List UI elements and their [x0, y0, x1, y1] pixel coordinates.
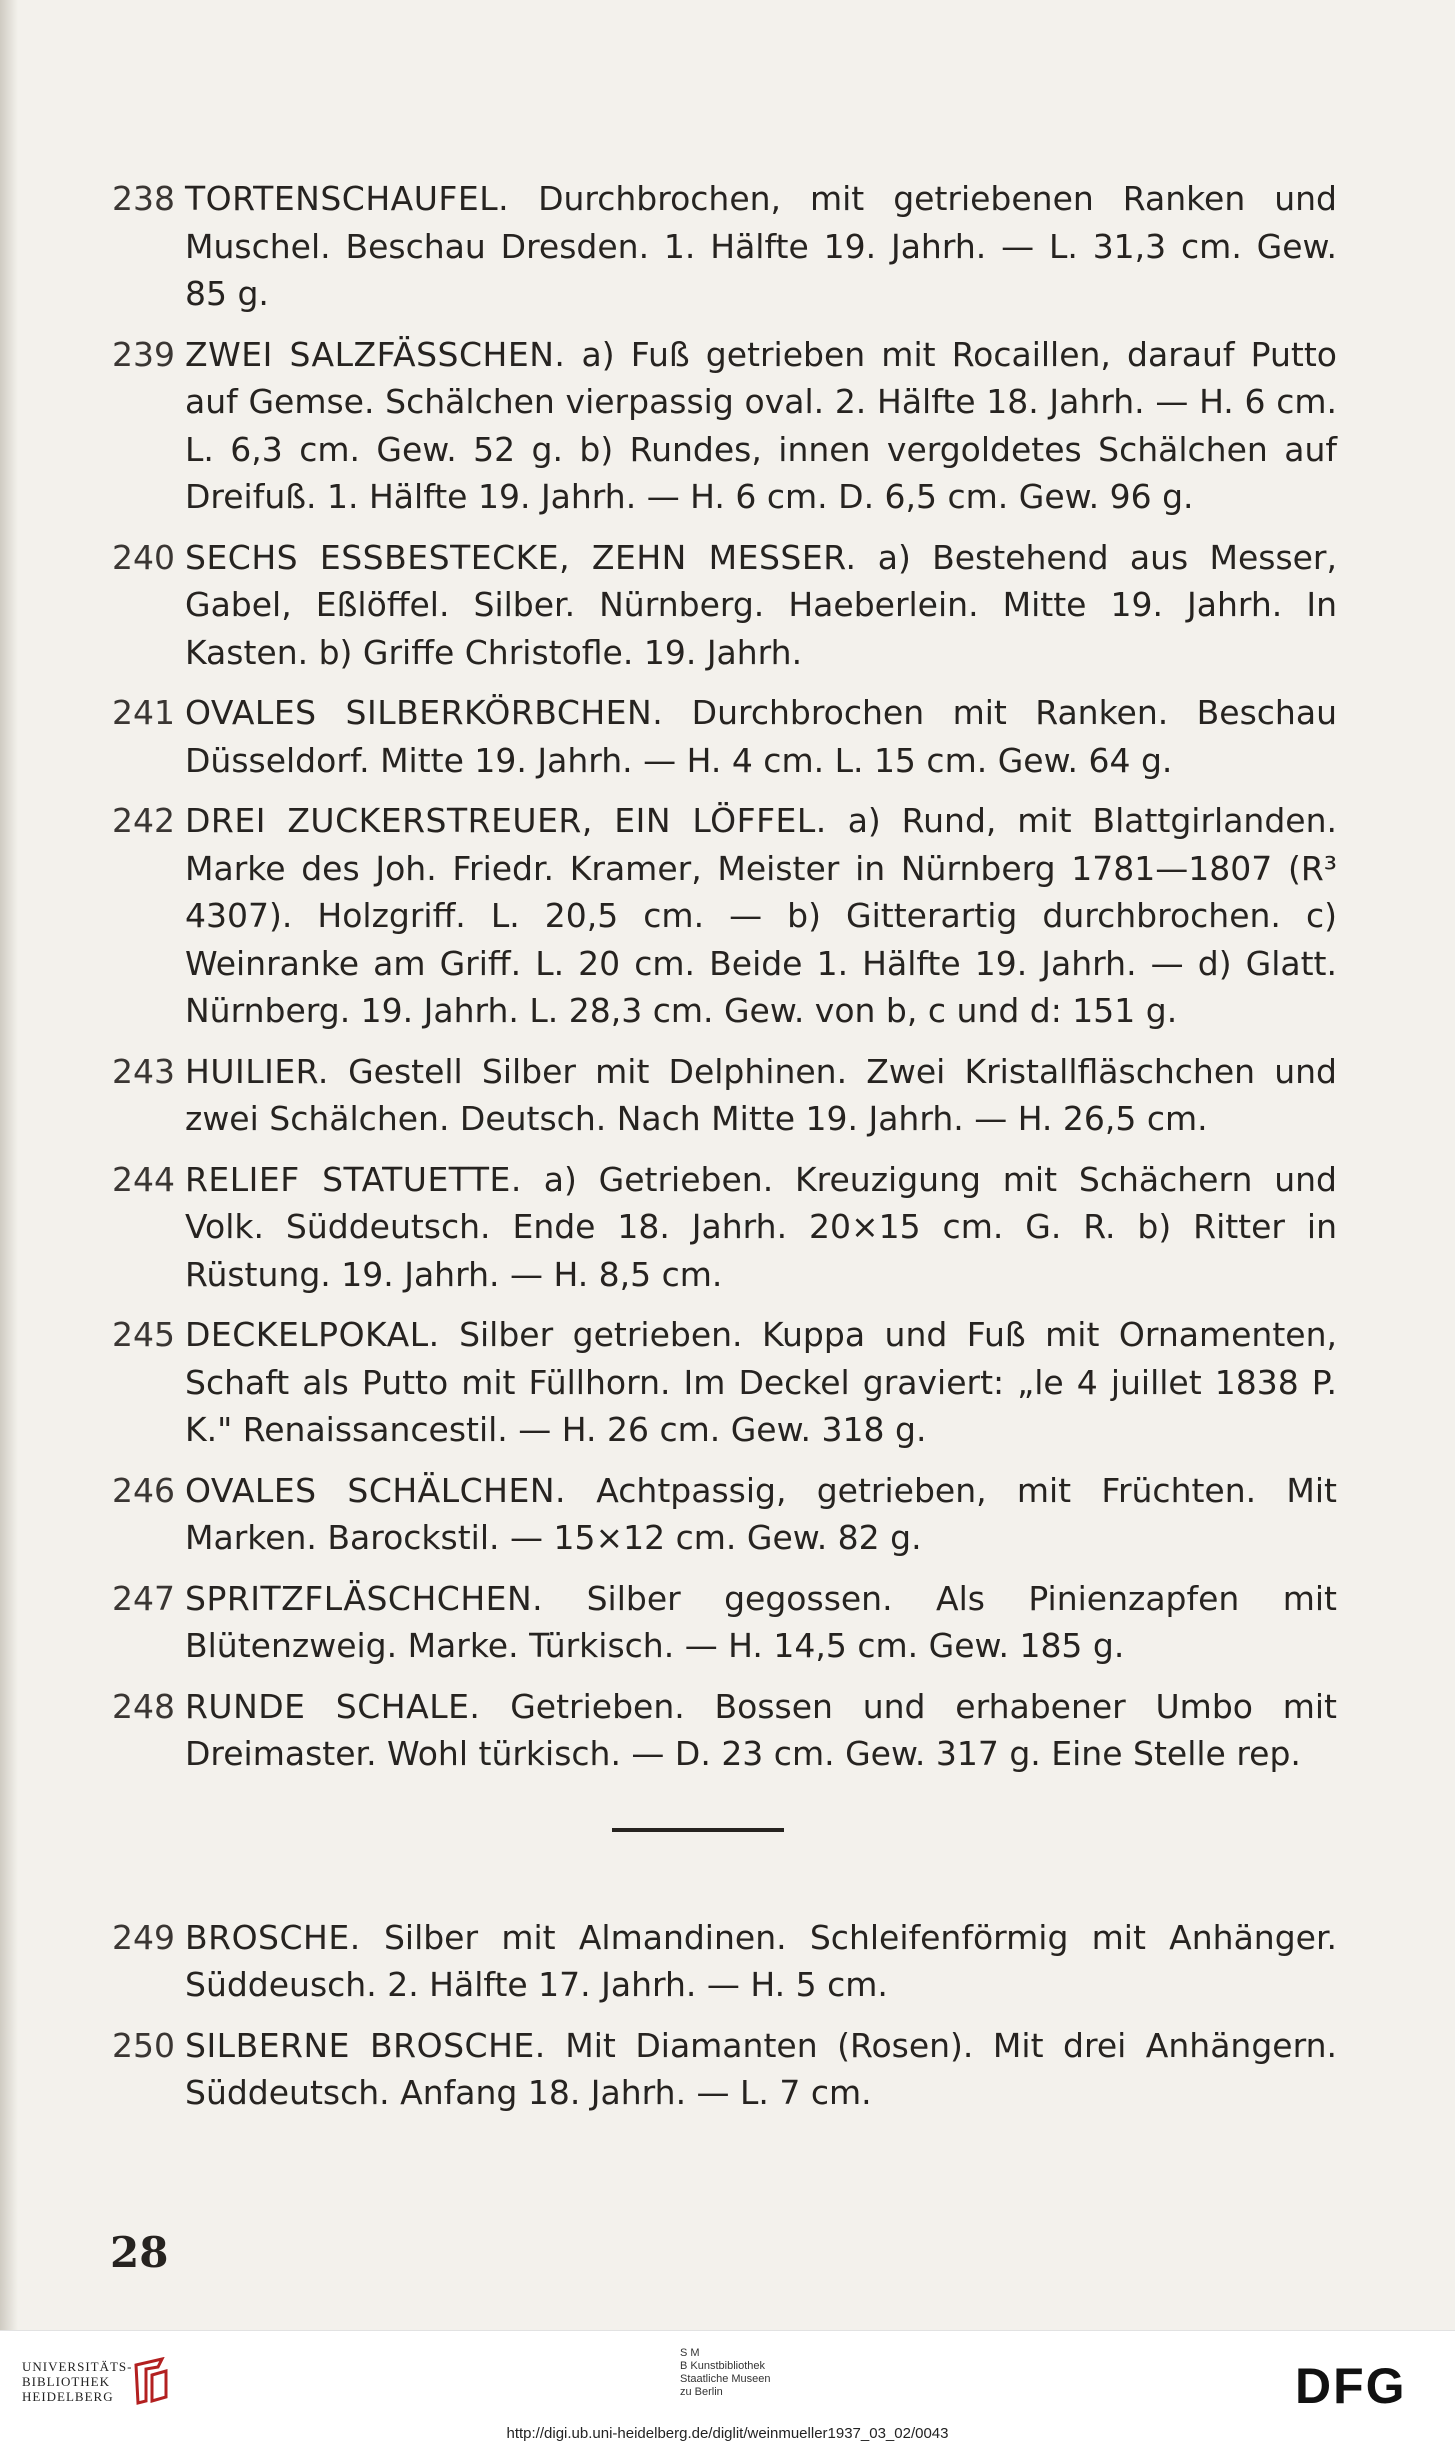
entry-title: TORTENSCHAUFEL. — [185, 179, 510, 218]
catalog-entry — [112, 1467, 1337, 1562]
entry-title: SPRITZFLÄSCHCHEN. — [185, 1578, 544, 1618]
entry-list-bottom — [112, 1914, 1337, 2117]
scan-edge-shadow — [0, 0, 18, 2330]
entry-title: RUNDE SCHALE. — [185, 1686, 481, 1726]
stamp-line: B Kunstbibliothek — [680, 2360, 765, 2372]
entry-description: Mit Diamanten (Rosen). Mit drei Anhängern. Süddeutsch. Anfang 18. Jahrh. — L. 7 cm. — [185, 2025, 1337, 2112]
entry-number: 246 — [112, 1470, 175, 1510]
entry-title: DECKELPOKAL. — [185, 1315, 440, 1354]
catalog-entry — [112, 2022, 1337, 2117]
entry-description: a) Bestehend aus Messer, Gabel, Eßlöffel. Silber. Nürnberg. Haeberlein. Mitte 19. Jahrh. In Kasten. b) Griffe Christofle. 19. Jahrh. — [185, 537, 1337, 672]
library-name-line: HEIDELBERG — [22, 2389, 114, 2404]
entry-title: OVALES SILBERKÖRBCHEN. — [185, 693, 664, 732]
entry-number: 238 — [112, 179, 175, 218]
entry-title: SILBERNE BROSCHE. — [185, 2025, 546, 2065]
entry-description: Durchbrochen mit Ranken. Beschau Düsseldorf. Mitte 19. Jahrh. — H. 4 cm. L. 15 cm. Gew. 64 g. — [185, 693, 1337, 780]
catalog-entry — [112, 1914, 1337, 2009]
catalog-entry — [112, 1156, 1337, 1299]
catalog-entry — [112, 1683, 1337, 1778]
entry-description: Durchbrochen, mit getriebenen Ranken und Muschel. Beschau Dresden. 1. Hälfte 19. Jahrh. — L. 31,3 cm. Gew. 85 g. — [185, 179, 1337, 313]
entry-number: 244 — [112, 1159, 175, 1199]
entry-title: SECHS ESSBESTECKE, ZEHN MESSER. — [185, 537, 857, 577]
library-name-line: UNIVERSITÄTS- — [22, 2359, 133, 2374]
stamp-line: S M — [680, 2347, 700, 2359]
entry-title: ZWEI SALZFÄSSCHEN. — [185, 334, 566, 374]
entry-number: 242 — [112, 801, 175, 840]
entry-number: 245 — [112, 1315, 175, 1354]
library-logo[interactable] — [22, 2359, 133, 2404]
catalog-entry — [112, 1575, 1337, 1670]
catalog-entry — [112, 797, 1337, 1035]
entry-description: Silber getrieben. Kuppa und Fuß mit Ornamenten, Schaft als Putto mit Füllhorn. Im Deckel graviert: „le 4 juillet 1838 P. K." Renaissancestil. — H. 26 cm. Gew. 318 g. — [185, 1315, 1337, 1449]
entry-number: 240 — [112, 537, 175, 577]
entry-title: DREI ZUCKERSTREUER, EIN LÖFFEL. — [185, 801, 827, 840]
entry-number: 247 — [112, 1578, 175, 1618]
entry-title: OVALES SCHÄLCHEN. — [185, 1470, 567, 1510]
catalog-entry — [112, 1311, 1337, 1454]
entry-title: HUILIER. — [185, 1051, 329, 1091]
permalink-url[interactable]: http://digi.ub.uni-heidelberg.de/diglit/weinmueller1937_03_02/0043 — [506, 2425, 949, 2442]
entry-number: 241 — [112, 693, 175, 732]
catalog-entry — [112, 175, 1337, 318]
museum-stamp — [680, 2347, 771, 2399]
entry-description: a) Getrieben. Kreuzigung mit Schächern und Volk. Süddeutsch. Ende 18. Jahrh. 20×15 cm. G. R. b) Ritter in Rüstung. 19. Jahrh. — H. 8,5 cm. — [185, 1159, 1337, 1294]
entry-number: 250 — [112, 2025, 175, 2065]
section-divider — [612, 1828, 784, 1832]
catalog-entries — [112, 175, 1337, 2130]
viewer-footer — [0, 2330, 1455, 2442]
catalog-entry — [112, 331, 1337, 521]
library-emblem-icon — [132, 2357, 172, 2407]
entry-number: 249 — [112, 1917, 175, 1957]
stamp-line: zu Berlin — [680, 2386, 723, 2398]
dfg-logo[interactable]: DFG — [1295, 2358, 1407, 2414]
catalog-entry — [112, 689, 1337, 784]
entry-description: Achtpassig, getrieben, mit Früchten. Mit Marken. Barockstil. — 15×12 cm. Gew. 82 g. — [185, 1470, 1337, 1557]
entry-description: Silber mit Almandinen. Schleifenförmig mit Anhänger. Süddeusch. 2. Hälfte 17. Jahrh. — H. 5 cm. — [185, 1917, 1337, 2004]
entry-description: a) Rund, mit Blattgirlanden. Marke des Joh. Friedr. Kramer, Meister in Nürnberg 1781—1807 (R³ 4307). Holzgriff. L. 20,5 cm. — b) Gitterartig durchbrochen. c) Weinranke am Griff. L. 20 cm. Beide 1. Hälfte 19. Jahrh. — d) Glatt. Nürnberg. 19. Jahrh. L. 28,3 cm. Gew. von b, c und d: 151 g. — [185, 801, 1337, 1030]
entry-title: RELIEF STATUETTE. — [185, 1159, 522, 1199]
catalog-entry — [112, 534, 1337, 677]
entry-number: 248 — [112, 1686, 175, 1726]
entry-number: 243 — [112, 1051, 175, 1091]
entry-description: Gestell Silber mit Delphinen. Zwei Kristallfläschchen und zwei Schälchen. Deutsch. Nach Mitte 19. Jahrh. — H. 26,5 cm. — [185, 1051, 1337, 1138]
stamp-line: Staatliche Museen — [680, 2373, 771, 2385]
page-number: 28 — [110, 2228, 169, 2277]
catalog-entry — [112, 1048, 1337, 1143]
entry-number: 239 — [112, 334, 175, 374]
library-name-line: BIBLIOTHEK — [22, 2374, 110, 2389]
entry-list-top — [112, 175, 1337, 1778]
entry-description: Getrieben. Bossen und erhabener Umbo mit Dreimaster. Wohl türkisch. — D. 23 cm. Gew. 317 g. Eine Stelle rep. — [185, 1686, 1337, 1773]
entry-description: Silber gegossen. Als Pinienzapfen mit Blütenzweig. Marke. Türkisch. — H. 14,5 cm. Gew. 185 g. — [185, 1578, 1337, 1665]
entry-description: a) Fuß getrieben mit Rocaillen, darauf Putto auf Gemse. Schälchen vierpassig oval. 2. Hälfte 18. Jahrh. — H. 6 cm. L. 6,3 cm. Gew. 52 g. b) Rundes, innen vergoldetes Schälchen auf Dreifuß. 1. Hälfte 19. Jahrh. — H. 6 cm. D. 6,5 cm. Gew. 96 g. — [185, 334, 1337, 516]
entry-title: BROSCHE. — [185, 1917, 361, 1957]
